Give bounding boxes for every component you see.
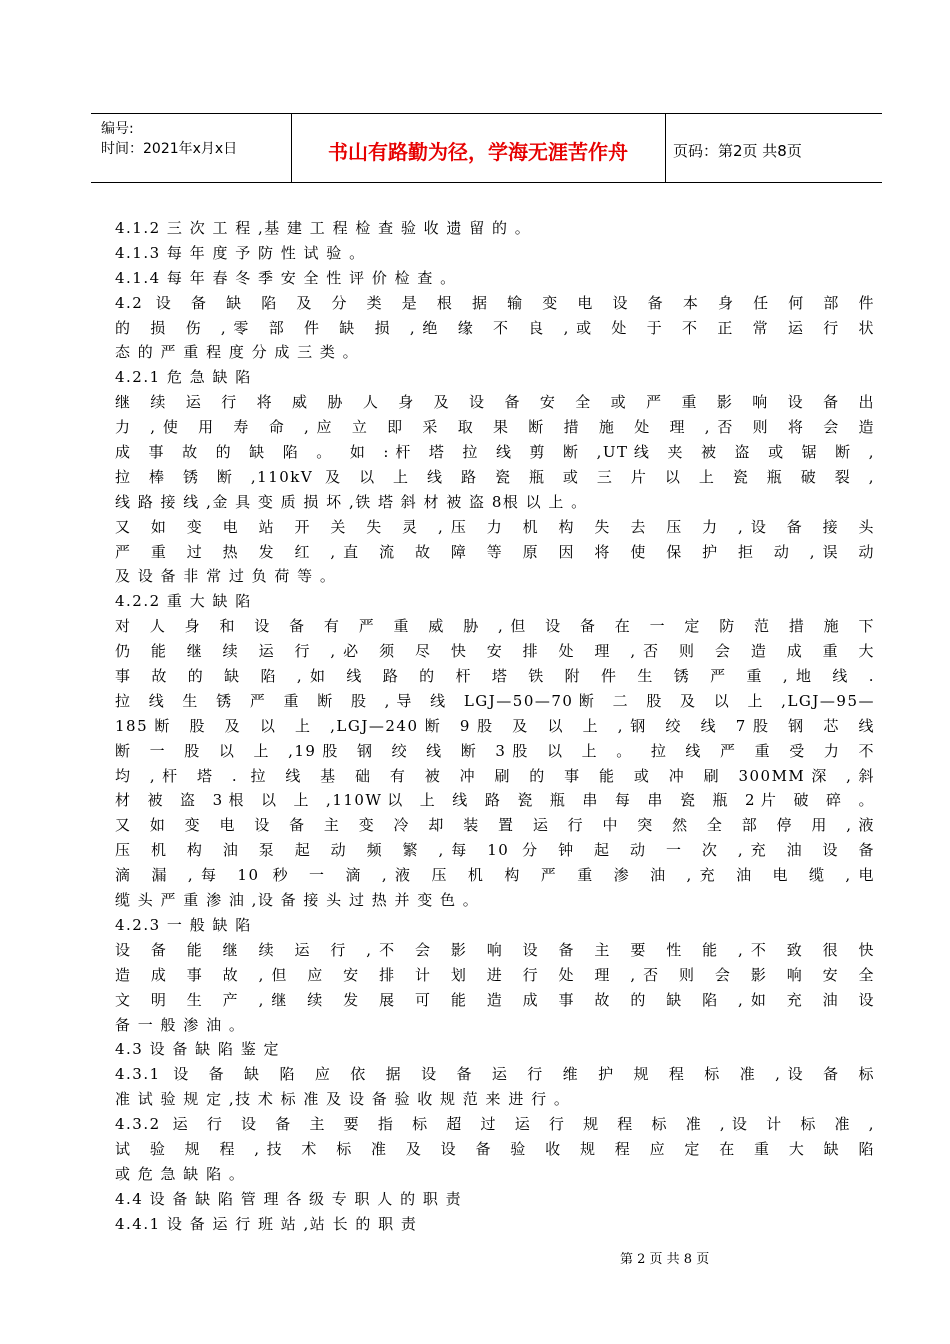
body-line: 仍 能 继 续 运 行 ,必 须 尽 快 安 排 处 理 ,否 则 会 造 成 重 大 xyxy=(115,642,875,661)
body-line: 严 重 过 热 发 红 ,直 流 故 障 等 原 因 将 使 保 护 拒 动 ,误 动 xyxy=(115,542,875,561)
body-line: 又 如 变 电 设 备 主 变 冷 却 装 置 运 行 中 突 然 全 部 停 用 ,液 xyxy=(115,816,875,835)
header-right-cell xyxy=(665,114,882,182)
body-line: 试 验 规 程 ,技 术 标 准 及 设 备 验 收 规 程 应 定 在 重 大 缺 陷 xyxy=(115,1139,875,1158)
body-line: 继 续 运 行 将 威 胁 人 身 及 设 备 安 全 或 严 重 影 响 设 备 出 xyxy=(115,393,875,412)
body-line: 4.1.4 每 年 春 冬 季 安 全 性 评 价 检 查 。 xyxy=(115,268,457,287)
header-middle-cell xyxy=(291,114,666,182)
body-line: 4.4 设 备 缺 陷 管 理 各 级 专 职 人 的 职 责 xyxy=(115,1189,463,1208)
body-line: 造 成 事 故 ,但 应 安 排 计 划 进 行 处 理 ,否 则 会 影 响 安 全 xyxy=(115,965,875,984)
body-line: 4.3 设 备 缺 陷 鉴 定 xyxy=(115,1040,280,1059)
body-line: 均 ,杆 塔 . 拉 线 基 础 有 被 冲 刷 的 事 能 或 冲 刷 300MM深 ,斜 xyxy=(115,766,875,785)
document-body xyxy=(115,216,875,1237)
body-line: 对 人 身 和 设 备 有 严 重 威 胁 ,但 设 备 在 一 定 防 范 措 施 下 xyxy=(115,617,875,636)
body-line: 又 如 变 电 站 开 关 失 灵 ,压 力 机 构 失 去 压 力 ,设 备 接 头 xyxy=(115,517,875,536)
header-left-cell xyxy=(91,114,292,182)
body-line: 4.1.2 三 次 工 程 ,基 建 工 程 检 查 验 收 遗 留 的 。 xyxy=(115,219,532,237)
body-line: 及 设 备 非 常 过 负 荷 等 。 xyxy=(115,567,337,586)
body-line: 成 事 故 的 缺 陷 。 如 :杆 塔 拉 线 剪 断 ,UT线 夹 被 盗 或 锯 断 , xyxy=(115,443,875,462)
body-line: 文 明 生 产 ,继 续 发 展 可 能 造 成 事 故 的 缺 陷 ,如 充 油 设 xyxy=(115,990,875,1009)
body-line: 4.3.2 运 行 设 备 主 要 指 标 超 过 运 行 规 程 标 准 ,设 计 标 准 , xyxy=(115,1115,875,1134)
body-line: 备 一 般 渗 油 。 xyxy=(115,1015,246,1034)
body-line: 态 的 严 重 程 度 分 成 三 类 。 xyxy=(115,343,360,362)
body-line: 准 试 验 规 定 ,技 术 标 准 及 设 备 验 收 规 范 来 进 行 。 xyxy=(115,1090,571,1109)
body-line: 或 危 急 缺 陷 。 xyxy=(115,1164,246,1183)
document-number-label: 编号: xyxy=(101,121,134,137)
body-line: 滴 漏 ,每 10 秒 一 滴 ,液 压 机 构 严 重 渗 油 ,充 油 电 缆 ,电 xyxy=(115,866,875,885)
body-line: 线 路 接 线 ,金 具 变 质 损 坏 ,铁 塔 斜 材 被 盗 8根 以 上 。 xyxy=(115,492,588,511)
body-line: 4.1.3 每 年 度 予 防 性 试 验 。 xyxy=(115,243,366,262)
body-line: 压 机 构 油 泵 起 动 频 繁 ,每 10 分 钟 起 动 一 次 ,充 油 设 备 xyxy=(115,841,875,860)
body-line: 4.2.2 重 大 缺 陷 xyxy=(115,592,252,611)
body-line: 4.2 设 备 缺 陷 及 分 类 是 根 据 输 变 电 设 备 本 身 任 何 部 件 xyxy=(115,293,875,312)
header-page-number: 页码：第2页 共8页 xyxy=(673,142,802,160)
body-line: 力 ,使 用 寿 命 ,应 立 即 采 取 果 断 措 施 处 理 ,否 则 将 会 造 xyxy=(115,418,875,437)
page-header xyxy=(91,113,882,183)
page-footer: 第 2 页 共 8 页 xyxy=(620,1252,710,1267)
body-line: 设 备 能 继 续 运 行 ,不 会 影 响 设 备 主 要 性 能 ,不 致 很 快 xyxy=(115,940,875,959)
body-line: 的 损 伤 ,零 部 件 缺 损 ,绝 缘 不 良 ,或 处 于 不 正 常 运 行 状 xyxy=(115,318,875,337)
body-line: 4.2.3 一 般 缺 陷 xyxy=(115,915,252,934)
body-line: 拉 棒 锈 断 ,110kV 及 以 上 线 路 瓷 瓶 或 三 片 以 上 瓷 瓶 破 裂 , xyxy=(115,467,875,486)
body-line: 4.2.1 危 急 缺 陷 xyxy=(115,368,252,387)
body-line: 4.3.1 设 备 缺 陷 应 依 据 设 备 运 行 维 护 规 程 标 准 ,设 备 标 xyxy=(115,1065,875,1084)
header-motto: 书山有路勤为径，学海无涯苦作舟 xyxy=(328,140,628,164)
body-line: 拉 线 生 锈 严 重 断 股 ,导 线 LGJ—50—70断 二 股 及 以 上 ,LGJ—95— xyxy=(115,691,875,710)
body-line: 4.4.1 设 备 运 行 班 站 ,站 长 的 职 责 xyxy=(115,1214,418,1233)
body-line: 断 一 股 以 上 ,19股 钢 绞 线 断 3股 以 上 。 拉 线 严 重 受 力 不 xyxy=(115,741,875,760)
document-time-label: 时间：2021年x月x日 xyxy=(101,141,238,157)
body-line: 缆 头 严 重 渗 油 ,设 备 接 头 过 热 并 变 色 。 xyxy=(115,891,480,910)
body-line: 材 被 盗 3根 以 上 ,110W以 上 线 路 瓷 瓶 串 每 串 瓷 瓶 2片 破 碎 。 xyxy=(115,791,875,810)
body-line: 185断 股 及 以 上 ,LGJ—240断 9股 及 以 上 ,钢 绞 线 7股 钢 芯 线 xyxy=(115,716,875,735)
body-line: 事 故 的 缺 陷 ,如 线 路 的 杆 塔 铁 附 件 生 锈 严 重 ,地 线 . xyxy=(115,667,875,686)
